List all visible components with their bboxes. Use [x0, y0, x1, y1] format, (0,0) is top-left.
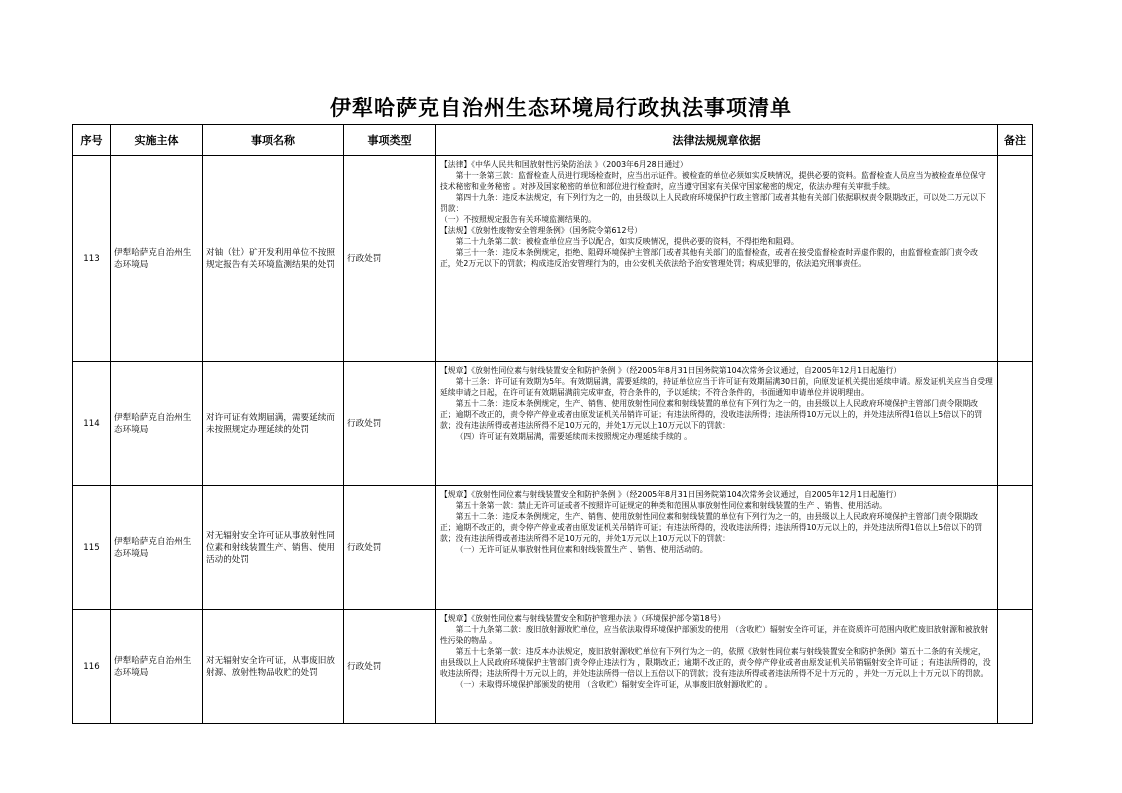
- cell-no: 116: [73, 610, 111, 724]
- legal-basis-paragraph: 【法律】《中华人民共和国放射性污染防治法 》（2003年6月28日通过）: [440, 160, 688, 169]
- cell-no: 114: [73, 362, 111, 486]
- cell-legal-basis: [436, 610, 998, 724]
- cell-item: 对无辐射安全许可证，从事废旧放射源、放射性物品收贮的处罚: [203, 610, 344, 724]
- header-item: 事项名称: [203, 125, 344, 156]
- legal-basis-paragraph: 第二十九条第二款：被检查单位应当予以配合，如实反映情况，提供必要的资料，不得拒绝和阻碍。: [455, 237, 799, 246]
- legal-basis-paragraph: 第十一条第三款：监督检查人员进行现场检查时，应当出示证件。被检查的单位必须如实反映情况，提供必要的资料。监督检查人员应当为被检查单位保守技术秘密和业务秘密 。对涉及国家秘密的单位和部位进行检查时，应当遵守国家有关保守国家秘密的规定，依法办理有关审批手续。: [440, 171, 986, 191]
- legal-basis-paragraph: （一）无许可证从事放射性同位素和射线装置生产 、销售、使用活动的。: [455, 545, 708, 554]
- cell-item: 对无辐射安全许可证从事放射性同位素和射线装置生产、销售、使用活动的处罚: [203, 486, 344, 610]
- cell-type: 行政处罚: [344, 362, 436, 486]
- cell-item: 对许可证有效期届满，需要延续而未按照规定办理延续的处罚: [203, 362, 344, 486]
- cell-type: 行政处罚: [344, 610, 436, 724]
- cell-subject: 伊犁哈萨克自治州生态环境局: [111, 362, 203, 486]
- table-row: [73, 156, 1033, 362]
- cell-legal-basis: [436, 362, 998, 486]
- legal-basis-paragraph: 【规章】《放射性同位素与射线装置安全和防护条例 》（经2005年8月31日国务院第104次常务会议通过，自2005年12月1日起施行）: [440, 490, 902, 499]
- header-basis: 法律法规规章依据: [436, 125, 998, 156]
- legal-basis-paragraph: 第五十七条第一款：违反本办法规定，废旧放射源收贮单位有下列行为之一的，依照《放射性同位素与射线装置安全和防护条例》第五十二条的有关规定，由县级以上人民政府环境保护主管部门责令停止违法行为 ，限期改正；逾期不改正的，责令停产停业或者由原发证机关吊销辐射安全许可证 ；有违法所得的，没收违法所得；违法所得十万元以上的，并处违法所得一倍以上五倍以下的罚款；没有违法所得或者违法所得不足十万元的 ，并处一万元以上十万元以下的罚款。: [440, 647, 991, 678]
- legal-basis-paragraph: （一）不按照规定报告有关环境监测结果的。: [440, 215, 596, 224]
- legal-basis-paragraph: 第十三条：许可证有效期为5年。有效期届满，需要延续的，持证单位应当于许可证有效期届满30日前，向原发证机关提出延续申请。原发证机关应当自受理延续申请之日起，在许可证有效期届满前完成审查，符合条件的，予以延续；不符合条件的，书面通知申请单位并说明理由。: [440, 377, 993, 397]
- cell-remark: [998, 486, 1033, 610]
- cell-item: 对铀（钍）矿开发利用单位不按照规定报告有关环境监测结果的处罚: [203, 156, 344, 362]
- cell-remark: [998, 362, 1033, 486]
- legal-basis-paragraph: 第五十二条：违反本条例规定，生产、销售、使用放射性同位素和射线装置的单位有下列行为之一的，由县级以上人民政府环境保护主管部门责令限期改正；逾期不改正的，责令停产停业或者由原发证机关吊销许可证；有违法所得的，没收违法所得；违法所得10万元以上的，并处违法所得1倍以上5倍以下的罚款；没有违法所得或者违法所得不足10万元的，并处1万元以上10万元以下的罚款：: [440, 399, 983, 430]
- legal-basis-paragraph: 第四十九条：违反本法规定，有下列行为之一的，由县级以上人民政府环境保护行政主管部门或者其他有关部门依据职权责令限期改正，可以处二万元以下罚款：: [440, 193, 986, 213]
- cell-subject: 伊犁哈萨克自治州生态环境局: [111, 610, 203, 724]
- header-no: 序号: [73, 125, 111, 156]
- header-subject: 实施主体: [111, 125, 203, 156]
- cell-no: 115: [73, 486, 111, 610]
- table-header-row: [73, 125, 1033, 156]
- enforcement-items-table: [72, 124, 1033, 724]
- cell-type: 行政处罚: [344, 156, 436, 362]
- header-type: 事项类型: [344, 125, 436, 156]
- cell-legal-basis: [436, 156, 998, 362]
- cell-subject: 伊犁哈萨克自治州生态环境局: [111, 486, 203, 610]
- table-row: [73, 362, 1033, 486]
- cell-remark: [998, 156, 1033, 362]
- legal-basis-paragraph: 第五十条第一款：禁止无许可证或者不按照许可证规定的种类和范围从事放射性同位素和射线装置的生产 、销售、使用活动。: [455, 501, 887, 510]
- legal-basis-paragraph: 【规章】《放射性同位素与射线装置安全和防护管理办法 》（环境保护部令第18号）: [440, 614, 726, 623]
- cell-no: 113: [73, 156, 111, 362]
- table-row: [73, 610, 1033, 724]
- legal-basis-paragraph: 第五十二条：违反本条例规定，生产、销售、使用放射性同位素和射线装置的单位有下列行为之一的，由县级以上人民政府环境保护主管部门责令限期改正；逾期不改正的，责令停产停业或者由原发证机关吊销许可证；有违法所得的，没收违法所得；违法所得10万元以上的，并处违法所得1倍以上5倍以下的罚款；没有违法所得或者违法所得不足10万元的，并处1万元以上10万元以下的罚款：: [440, 512, 983, 543]
- legal-basis-paragraph: 【法规】《放射性废物安全管理条例》（国务院令第612号）: [440, 226, 643, 235]
- legal-basis-paragraph: 第三十一条：违反本条例规定，拒绝、阻碍环境保护主管部门或者其他有关部门的监督检查，或者在接受监督检查时弄虚作假的，由监督检查部门责令改正，处2万元以下的罚款；构成违反治安管理行为的，由公安机关依法给予治安管理处罚；构成犯罪的，依法追究刑事责任。: [440, 248, 978, 268]
- cell-type: 行政处罚: [344, 486, 436, 610]
- legal-basis-paragraph: （一）未取得环境保护部颁发的使用 （含收贮）辐射安全许可证，从事废旧放射源收贮的 。: [455, 680, 773, 689]
- cell-remark: [998, 610, 1033, 724]
- cell-subject: 伊犁哈萨克自治州生态环境局: [111, 156, 203, 362]
- cell-legal-basis: [436, 486, 998, 610]
- legal-basis-paragraph: （四）许可证有效期届满，需要延续而未按照规定办理延续手续的 。: [455, 432, 692, 441]
- legal-basis-paragraph: 第二十九条第二款：废旧放射源收贮单位，应当依法取得环境保护部颁发的使用 （含收贮）辐射安全许可证，并在资质许可范围内收贮废旧放射源和被放射性污染的物品 。: [440, 625, 989, 645]
- header-remark: 备注: [998, 125, 1033, 156]
- legal-basis-paragraph: 【规章】《放射性同位素与射线装置安全和防护条例 》（经2005年8月31日国务院第104次常务会议通过，自2005年12月1日起施行）: [440, 366, 902, 375]
- page-title: 伊犁哈萨克自治州生态环境局行政执法事项清单: [330, 95, 792, 120]
- table-row: [73, 486, 1033, 610]
